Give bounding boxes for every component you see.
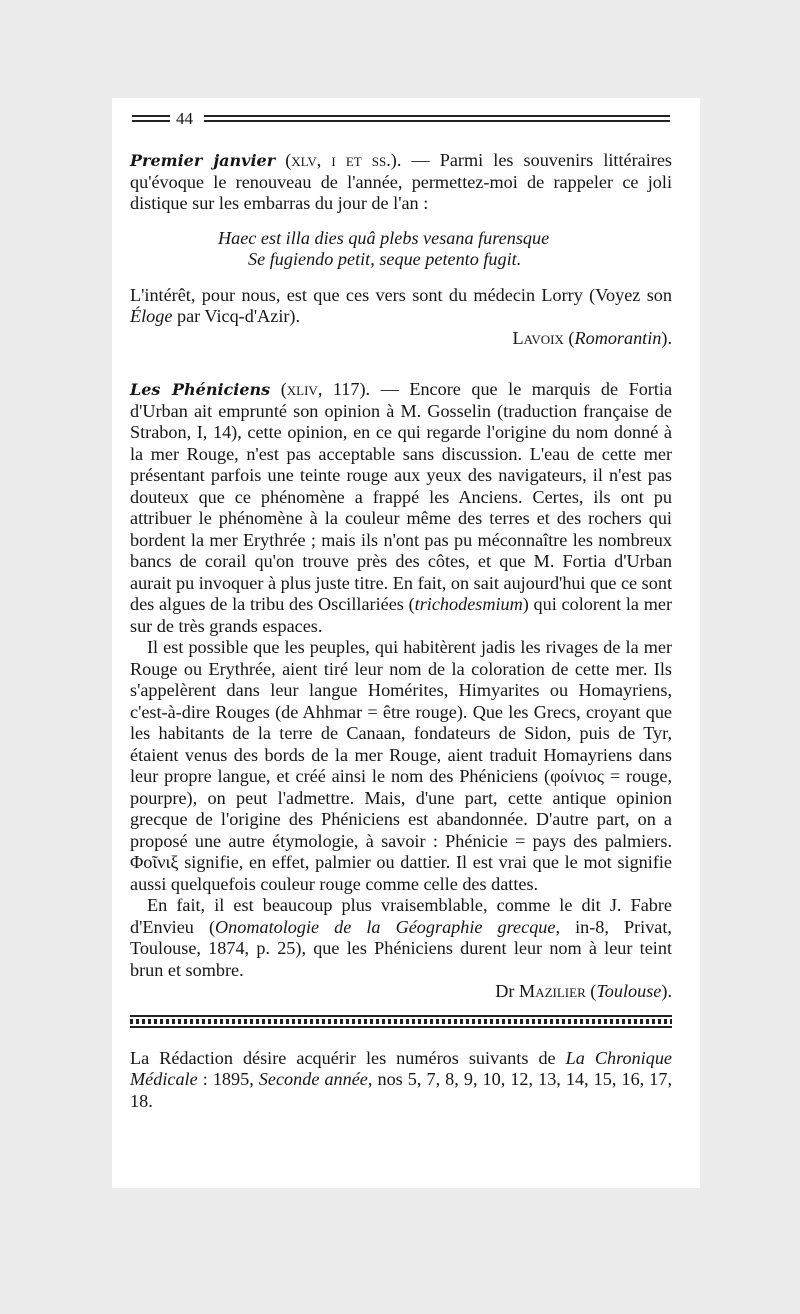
- page-content: [130, 150, 672, 1112]
- paragraph-text: En fait, il est beaucoup plus vraisemblable, comme le dit J. Fabre d'Envieu (: [130, 895, 672, 937]
- author-signature: Dr Mazilier (Toulouse).: [495, 981, 672, 1001]
- author-name: Lavoix: [512, 327, 564, 348]
- author-place: Romorantin: [574, 327, 662, 348]
- cited-work: Onomatologie de la Géographie grecque: [215, 916, 556, 937]
- paragraph-text: — Encore que le marquis de Fortia d'Urban ait emprunté son opinion à M. Gosselin (traduction française de Strabon, I, 14), cette opinion, en ce qui regarde l'origine du nom donné à la mer Rouge, n'est pas acceptable sans discussion. L'eau de cette mer présentant parfois une teinte rouge aux yeux des navigateurs, il n'est pas douteux que ce phénomène a frappé les Anciens. Certes, ils ont pu attribuer le phénomène à la couleur même des terres et des rochers qui bordent la mer Erythrée ; mais ils n'ont pas pu méconnaître les nombreux bancs de corail qu'on trouve près des côtes, et que M. Fortia d'Urban aurait pu invoquer à plus juste titre. En fait, on sait aujourd'hui que ce sont des algues de la tribu des Oscillariées (: [130, 379, 673, 614]
- article-heading: Premier janvier: [130, 151, 276, 170]
- verse-line: Haec est illa dies quâ plebs vesana furensque: [218, 227, 550, 248]
- article-paragraph: [130, 895, 672, 981]
- notice-text: nos 5, 7, 8, 9, 10, 12, 13, 14, 15, 16, 17, 18.: [130, 1069, 672, 1111]
- page-header: [132, 110, 670, 130]
- paragraph-text: L'intérêt, pour nous, est que ces vers sont du médecin Lorry (Voyez son: [130, 284, 672, 305]
- paragraph-text: ) qui colorent la mer sur de très grands espaces.: [130, 594, 672, 636]
- editorial-notice: [130, 1048, 672, 1113]
- page-number: 44: [176, 109, 193, 128]
- article-reference: (xlv, i et ss.).: [285, 150, 402, 170]
- article-premier-janvier: [130, 150, 672, 349]
- latin-term: trichodesmium: [414, 594, 523, 614]
- notice-text: : 1895,: [197, 1069, 259, 1089]
- journal-title: La Chronique Médicale: [130, 1047, 672, 1089]
- author-signature: Lavoix (Romorantin).: [512, 327, 672, 348]
- article-heading: Les Phéniciens: [130, 380, 271, 399]
- article-paragraph: [130, 150, 672, 215]
- article-paragraph: [130, 285, 672, 328]
- latin-distich: [130, 228, 672, 271]
- article-pheniciens: [130, 379, 672, 1003]
- header-rule-right: [204, 115, 670, 122]
- notice-text: La Rédaction désire acquérir les numéros suivants de: [130, 1047, 566, 1068]
- paragraph-text: — Parmi les souvenirs littéraires qu'évoque le renouveau de l'année, permettez-moi de rappeler ce joli distique sur les embarras du jour de l'an :: [130, 150, 673, 213]
- author-name: Mazilier: [519, 981, 586, 1001]
- author-title: Dr: [495, 981, 515, 1001]
- article-paragraph: Il est possible que les peuples, qui habitèrent jadis les rivages de la mer Rouge ou Erythrée, aient tiré leur nom de la coloration de cette mer. Ils s'appelèrent dans leur langue Homérites, Himyarites ou Homayriens, c'est-à-dire Rouges (de Ahhmar = être rouge). Que les Grecs, croyant que les habitants de la terre de Canaan, fondateurs de Sidon, puis de Tyr, étaient venus des bords de la mer Rouge, aient traduit Homayriens dans leur propre langue, et créé ainsi le nom des Phéniciens (φοίνιος = rouge, pourpre), on peut l'admettre. Mais, d'une part, cette antique opinion grecque de l'origine des Phéniciens est abandonnée. D'autre part, on a proposé une autre étymologie, à savoir : Phénicie = pays des palmiers. Φοῖνιξ signifie, en effet, palmier ou dattier. Il est vrai que le mot signifie aussi quelquefois couleur rouge comme celle des dattes.: [130, 637, 672, 894]
- author-place: Toulouse: [596, 981, 662, 1001]
- issue-year: Seconde année,: [258, 1069, 373, 1089]
- article-paragraph: [130, 379, 672, 637]
- ornamental-divider: [130, 1015, 672, 1028]
- verse-line: Se fugiendo petit, seque petento fugit.: [248, 249, 522, 269]
- header-rule-left: [132, 115, 170, 122]
- paragraph-text: , in-8, Privat, Toulouse, 1874, p. 25), que les Phéniciens durent leur nom à leur teint brun et sombre.: [130, 916, 672, 980]
- paragraph-text: par Vicq-d'Azir).: [172, 306, 301, 326]
- article-reference: (xliv, 117).: [280, 379, 371, 399]
- cited-work: Éloge: [130, 306, 173, 326]
